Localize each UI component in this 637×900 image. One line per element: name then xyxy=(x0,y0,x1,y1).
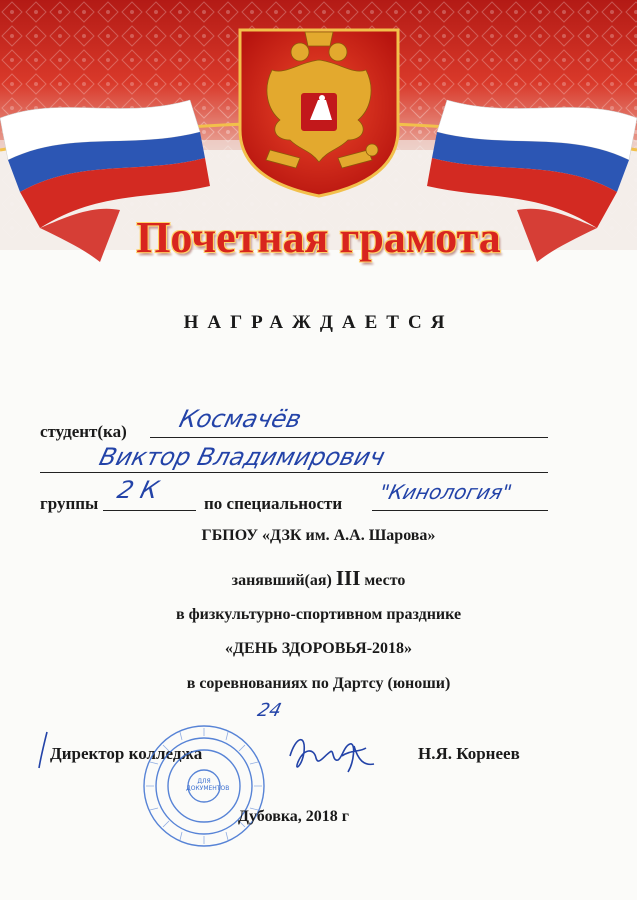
place-line xyxy=(0,566,637,591)
group-underline xyxy=(103,510,196,511)
director-label: Директор колледжа xyxy=(50,744,203,763)
signature-icon xyxy=(284,726,380,778)
student-label: студент(ка) xyxy=(40,422,127,441)
student-surname: Космачёв xyxy=(176,405,305,433)
handwritten-number: 24 xyxy=(255,700,284,721)
awarded-heading: НАГРАЖДАЕТСЯ xyxy=(183,312,454,333)
specialty-underline xyxy=(372,510,548,511)
event-line: в физкультурно-спортивном празднике xyxy=(175,606,462,623)
place-suffix: место xyxy=(364,572,406,589)
pen-mark-icon xyxy=(36,730,50,770)
student-underline xyxy=(150,437,548,438)
institution-name: ГБПОУ «ДЗК им. А.А. Шарова» xyxy=(201,527,436,544)
certificate-title: Почетная грамота xyxy=(136,213,501,262)
event-name: «ДЕНЬ ЗДОРОВЬЯ-2018» xyxy=(224,640,413,657)
specialty-label: по специальности xyxy=(204,494,343,513)
student-fullname: Виктор Владимирович xyxy=(96,443,388,471)
group-value: 2 К xyxy=(114,476,162,504)
place-value: III xyxy=(335,566,361,590)
competition-line: в соревнованиях по Дартсу (юноши) xyxy=(186,675,451,692)
place-and-date: Дубовка, 2018 г xyxy=(238,808,350,825)
place-prefix: занявший(ая) xyxy=(231,572,332,589)
stamp-center-text: ДЛЯ ДОКУМЕНТОВ xyxy=(186,778,230,792)
director-name: Н.Я. Корнеев xyxy=(418,744,520,763)
fullname-underline xyxy=(40,472,548,473)
group-label: группы xyxy=(40,494,99,513)
specialty-value: "Кинология" xyxy=(377,480,515,504)
